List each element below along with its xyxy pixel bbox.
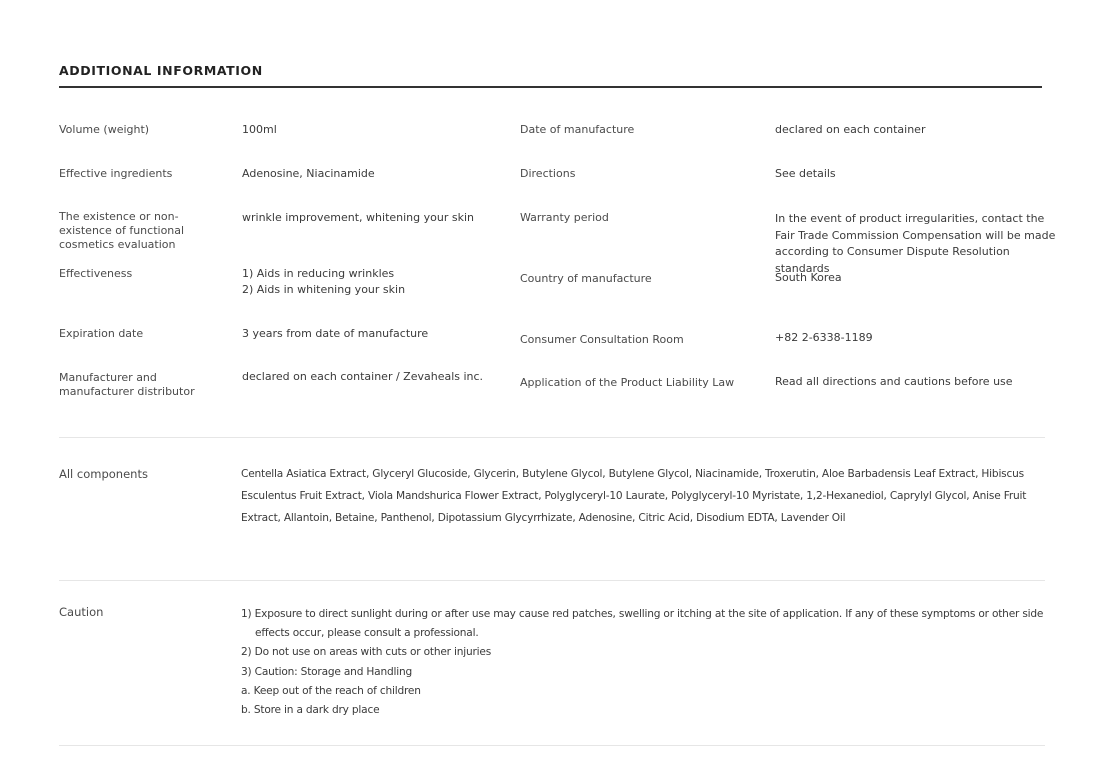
section-title: ADDITIONAL INFORMATION xyxy=(59,63,263,78)
functional-cosmetics-value: wrinkle improvement, whitening your skin xyxy=(242,211,474,224)
divider xyxy=(59,580,1045,581)
effectiveness-line: 1) Aids in reducing wrinkles xyxy=(242,267,395,280)
manufacturer-value: declared on each container / Zevaheals inc. xyxy=(242,370,484,383)
divider xyxy=(59,745,1045,746)
warranty-period-value: In the event of product irregularities, contact the Fair Trade Commission Compensation will be made according to Consumer Dispute Resolution standards xyxy=(775,212,1056,275)
caution-item: 2) Do not use on areas with cuts or other injuries xyxy=(241,646,492,659)
country-of-manufacture-value: South Korea xyxy=(775,271,842,284)
directions-label: Directions xyxy=(520,167,576,180)
volume-value: 100ml xyxy=(242,123,277,136)
date-of-manufacture-label: Date of manufacture xyxy=(520,123,635,136)
all-components-text: Centella Asiatica Extract, Glyceryl Glucoside, Glycerin, Butylene Glycol, Butylene Glycol, Niacinamide, Troxerutin, Aloe Barbadensis Leaf Extract, Hibiscus Esculentus Fruit Extract, Viola Mandshurica Flower Extract, Polyglyceryl-10 Laurate, Polyglyceryl-10 Myristate, 1,2-Hexanediol, Caprylyl Glycol, Anise Fruit Extract, Allantoin, Betaine, Panthenol, Dipotassium Glycyrrhizate, Adenosine, Citric Acid, Disodium EDTA, Lavender Oil xyxy=(241,468,1027,524)
product-liability-value: Read all directions and cautions before use xyxy=(775,375,1013,388)
caution-label: Caution xyxy=(59,605,104,619)
directions-value: See details xyxy=(775,167,836,180)
date-of-manufacture-value: declared on each container xyxy=(775,123,926,136)
effective-ingredients-label: Effective ingredients xyxy=(59,167,173,180)
caution-item: a. Keep out of the reach of children xyxy=(241,684,421,697)
caution-item: 1) Exposure to direct sunlight during or after use may cause red patches, swelling or itching at the site of application. If any of these symptoms or other side xyxy=(241,608,1044,620)
consumer-consultation-value: +82 2-6338-1189 xyxy=(775,331,873,344)
effectiveness-line: 2) Aids in whitening your skin xyxy=(242,283,406,296)
volume-label: Volume (weight) xyxy=(59,123,150,136)
all-components-label: All components xyxy=(59,467,148,481)
product-liability-label: Application of the Product Liability Law xyxy=(520,376,735,389)
expiration-date-value: 3 years from date of manufacture xyxy=(242,327,429,340)
warranty-period-label: Warranty period xyxy=(520,211,609,224)
expiration-date-label: Expiration date xyxy=(59,327,144,340)
caution-item: 3) Caution: Storage and Handling xyxy=(241,665,413,678)
caution-list xyxy=(241,605,1053,720)
caution-item: effects occur, please consult a professional. xyxy=(255,627,479,640)
country-of-manufacture-label: Country of manufacture xyxy=(520,272,652,285)
title-divider xyxy=(59,86,1042,88)
divider xyxy=(59,437,1045,438)
consumer-consultation-label: Consumer Consultation Room xyxy=(520,333,684,346)
effectiveness-label: Effectiveness xyxy=(59,267,133,280)
manufacturer-label: Manufacturer and manufacturer distributor xyxy=(59,371,195,398)
caution-item: b. Store in a dark dry place xyxy=(241,704,380,717)
effectiveness-value xyxy=(242,266,502,298)
effective-ingredients-value: Adenosine, Niacinamide xyxy=(242,167,375,180)
functional-cosmetics-label: The existence or non-existence of functional cosmetics evaluation xyxy=(59,210,185,251)
